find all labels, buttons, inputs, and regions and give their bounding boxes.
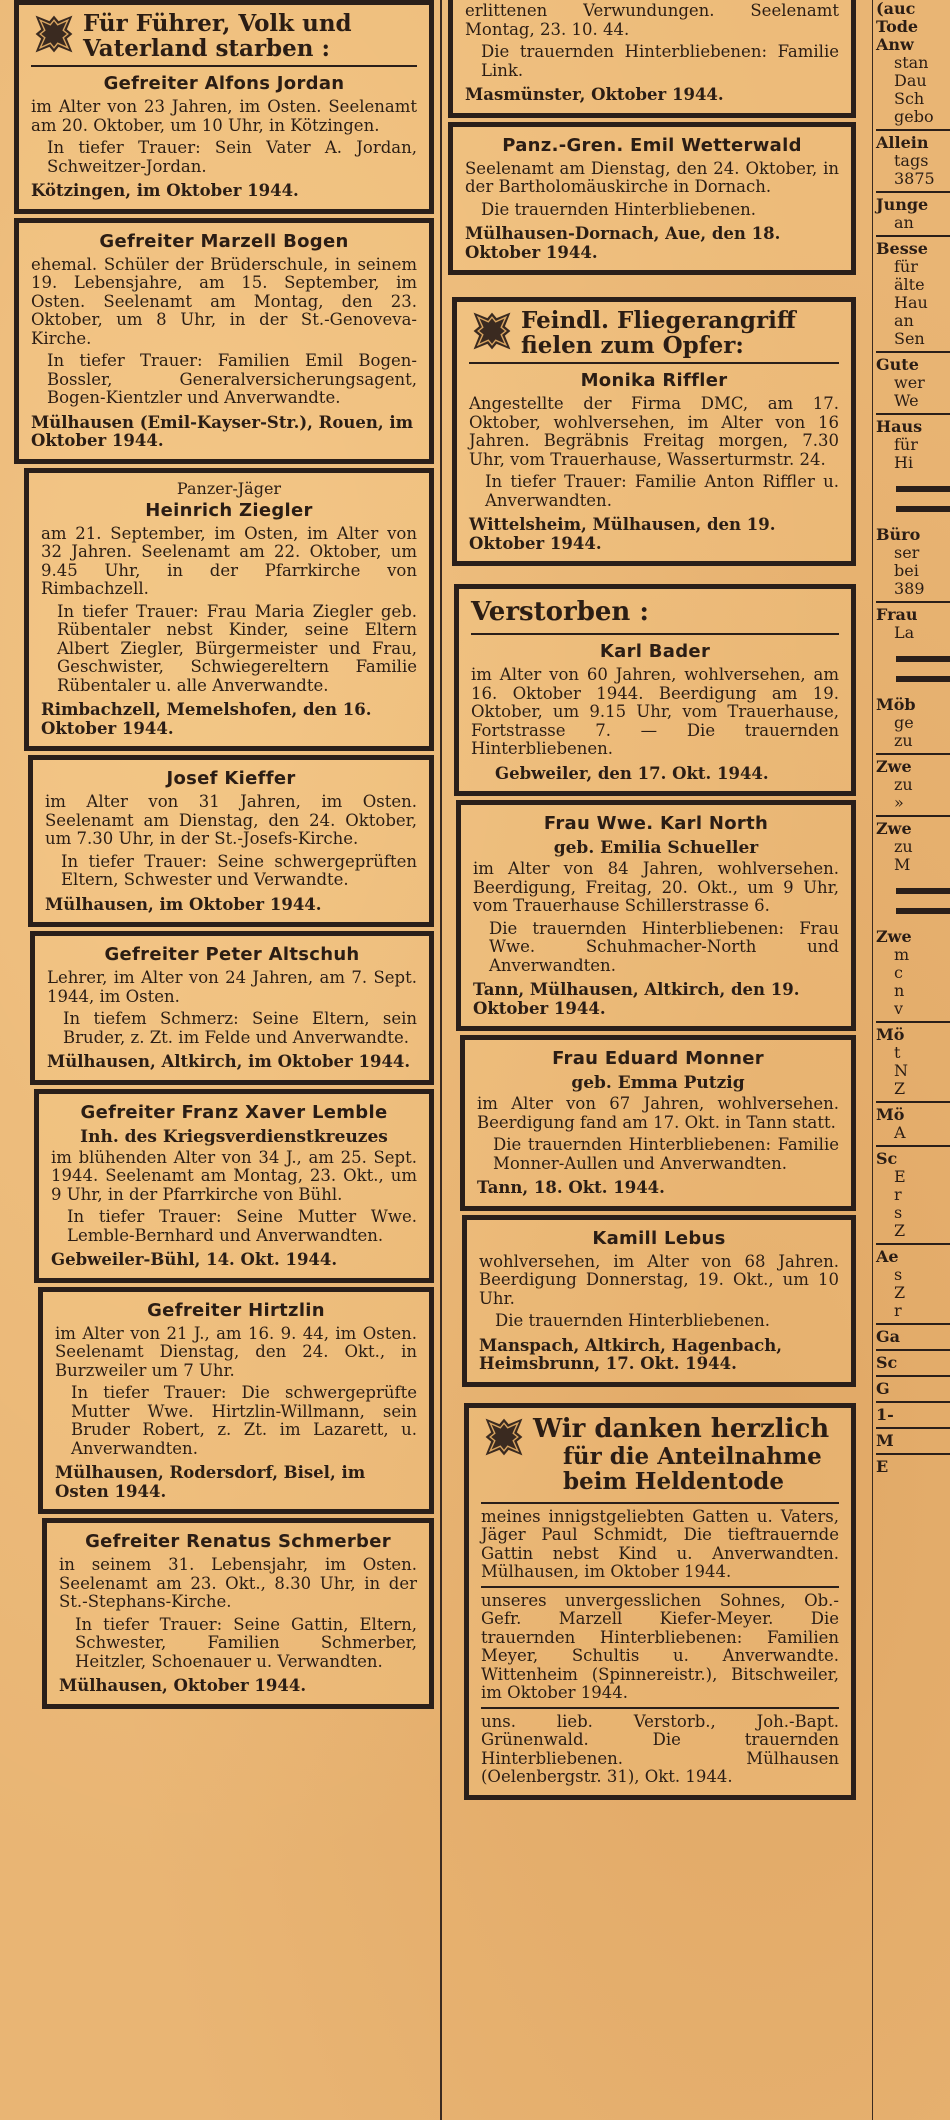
section-header-air-raid: [469, 308, 839, 364]
classified-fragment: m: [894, 945, 910, 964]
classified-fragment: N: [894, 1061, 908, 1080]
notice-subtitle: Inh. des Kriegsverdienstkreuzes: [80, 1126, 388, 1147]
notice-schmerber: [42, 1518, 434, 1709]
classified-fragment: M: [876, 1431, 894, 1450]
classified-fragment: zu: [894, 731, 913, 750]
classified-fragment: A: [894, 1123, 906, 1142]
notice-mourners: In tiefer Trauer: Familien Emil Bogen-Bossler, Generalversicherungsagent, Bogen-Kientzler und Anverwandte.: [47, 351, 417, 407]
notice-body: Angestellte der Firma DMC, am 17. Oktober, wohlversehen, im Alter von 16 Jahren. Begräbnis Freitag morgen, 7.30 Uhr, vom Trauerhause, Wasserturmstr. 24.: [469, 394, 839, 469]
notice-ziegler: [24, 468, 434, 752]
notice-name: Gefreiter Alfons Jordan: [103, 73, 345, 94]
notice-place: Rimbachzell, Memelshofen, den 16. Oktober 1944.: [41, 700, 372, 738]
notice-monner: [460, 1035, 856, 1211]
divider: [876, 1349, 950, 1351]
notice-name: Gefreiter Peter Altschuh: [104, 944, 360, 965]
classified-fragment: M: [894, 855, 911, 874]
thanks-entry: uns. lieb. Verstorb., Joh.-Bapt. Grünenwald. Die trauernden Hinterbliebenen. Mülhausen (Oelenbergstr. 31), Okt. 1944.: [481, 1707, 839, 1787]
notice-place: Gebweiler-Bühl, 14. Okt. 1944.: [51, 1250, 338, 1269]
classified-fragment: wer: [894, 373, 925, 392]
thanks-title: [533, 1414, 829, 1494]
divider: [876, 753, 950, 755]
classified-fragment: E: [894, 1167, 906, 1186]
notice-place: Tann, Mülhausen, Altkirch, den 19. Oktober 1944.: [473, 980, 800, 1018]
classified-fragment: Ga: [876, 1327, 901, 1346]
classified-fragment: E: [876, 1457, 889, 1476]
notice-place: Mülhausen, Oktober 1944.: [59, 1676, 307, 1695]
section-title-deceased: Verstorben :: [471, 595, 839, 635]
column-rule: [440, 0, 442, 2120]
classified-fragment: Sc: [876, 1353, 898, 1372]
notice-mourners: In tiefer Trauer: Seine Mutter Wwe. Lemble-Bernhard und Anverwandten.: [67, 1207, 417, 1245]
section-bar: [896, 506, 950, 512]
section-header-thanks: [481, 1414, 839, 1498]
notice-name: Gefreiter Renatus Schmerber: [85, 1531, 391, 1552]
classified-fragment: für: [894, 435, 918, 454]
classified-fragment: Hau: [894, 293, 928, 312]
classified-fragment: v: [894, 999, 904, 1018]
classified-fragment: ser: [894, 543, 920, 562]
divider: [876, 413, 950, 415]
notice-place: Manspach, Altkirch, Hagenbach, Heimsbrunn, 17. Okt. 1944.: [479, 1335, 782, 1373]
classified-fragment: an: [894, 311, 914, 330]
classified-fragment: Sen: [894, 329, 925, 348]
notice-mourners: In tiefer Trauer: Familie Anton Riffler u. Anverwandten.: [485, 472, 839, 510]
notice-name: Heinrich Ziegler: [145, 499, 313, 521]
divider: [876, 601, 950, 603]
divider: [876, 129, 950, 131]
notice-hirtzlin: [38, 1287, 434, 1515]
classified-fragment: Gute: [876, 355, 919, 374]
notice-group-air-raid: [452, 297, 856, 566]
notice-name: Gefreiter Hirtzlin: [147, 1299, 325, 1321]
notice-place: Mülhausen, Altkirch, im Oktober 1944.: [47, 1052, 411, 1071]
section-bar: [896, 888, 950, 894]
classified-fragments: [862, 0, 950, 1476]
notice-body: im Alter von 31 Jahren, im Osten. Seelenamt am Dienstag, den 24. Oktober, um 7.30 Uhr, in der St.-Josefs-Kirche.: [45, 792, 417, 848]
classified-fragment: Dau: [894, 71, 927, 90]
left-column: [14, 0, 434, 1713]
classified-fragment: G: [876, 1379, 890, 1398]
classified-fragment: Mö: [876, 1105, 905, 1124]
classified-fragment: für: [894, 257, 918, 276]
classified-fragment: älte: [894, 275, 925, 294]
classified-fragment: La: [894, 623, 915, 642]
classified-fragment: »: [894, 793, 904, 812]
classified-fragment: Z: [894, 1079, 906, 1098]
notice-group-deceased: [454, 584, 856, 796]
notice-body: im Alter von 60 Jahren, wohlversehen, am 16. Oktober 1944. Beerdigung am 19. Oktober, um 9.15 Uhr, vom Trauerhause, Fortstrasse 7. — Die trauernden Hinterbliebenen.: [471, 665, 839, 758]
classified-fragment: Zwe: [876, 819, 912, 838]
notice-place: Wittelsheim, Mülhausen, den 19. Oktober 1944.: [469, 515, 776, 553]
notice-group-fallen: [14, 0, 434, 214]
notice-name: Frau Wwe. Karl North: [543, 813, 769, 834]
thanks-title-line1: Wir danken herzlich: [533, 1413, 830, 1444]
classified-fragment: c: [894, 963, 903, 982]
classified-fragment: zu: [894, 775, 913, 794]
notice-body: im Alter von 84 Jahren, wohlversehen. Beerdigung, Freitag, 20. Okt., um 9 Uhr, vom Trauerhause Schillerstrasse 6.: [473, 859, 839, 915]
classified-fragment: Hi: [894, 453, 914, 472]
section-bar: [896, 676, 950, 682]
notice-lebus: [462, 1215, 856, 1387]
classified-fragment: ge: [894, 713, 914, 732]
classified-fragment: Zwe: [876, 927, 912, 946]
notice-name: Gefreiter Franz Xaver Lemble: [80, 1101, 388, 1123]
divider: [876, 1145, 950, 1147]
classified-fragment: Sch: [894, 89, 925, 108]
classified-fragment: 1-: [876, 1405, 894, 1424]
notice-wetterwald: [448, 122, 856, 276]
notice-bogen: [14, 218, 434, 464]
notice-place: Tann, 18. Okt. 1944.: [477, 1178, 665, 1197]
notice-mourners: Die trauernden Hinterbliebenen: Frau Wwe. Schuhmacher-North und Anverwandten.: [489, 918, 839, 975]
notice-mourners: In tiefem Schmerz: Seine Eltern, sein Bruder, z. Zt. im Felde und Anverwandte.: [63, 1009, 417, 1047]
notice-body: im Alter von 67 Jahren, wohlversehen. Beerdigung fand am 17. Okt. in Tann statt.: [477, 1094, 839, 1132]
divider: [876, 1401, 950, 1403]
divider: [876, 1021, 950, 1023]
classified-fragment: n: [894, 981, 905, 1000]
classified-fragment: t: [894, 1043, 901, 1062]
notice-body: erlittenen Verwundungen. Seelenamt Montag, 23. 10. 44.: [465, 1, 839, 39]
notice-body: in seinem 31. Lebensjahr, im Osten. Seelenamt am 23. Okt., 8.30 Uhr, in der St.-Stephans-Kirche.: [59, 1555, 417, 1611]
classified-fragment: an: [894, 213, 914, 232]
iron-cross-icon: [481, 1414, 527, 1460]
notice-altschuh: [30, 931, 434, 1085]
divider: [876, 1323, 950, 1325]
notice-body: im Alter von 23 Jahren, im Osten. Seelenamt am 20. Oktober, um 10 Uhr, in Kötzingen.: [31, 97, 417, 135]
notice-body: Lehrer, im Alter von 24 Jahren, am 7. Sept. 1944, im Osten.: [47, 968, 417, 1006]
classified-fragment: Z: [894, 1283, 906, 1302]
notice-name: Kamill Lebus: [592, 1227, 726, 1249]
notice-body: ehemal. Schüler der Brüderschule, in seinem 19. Lebensjahre, am 15. September, im Osten. Seelenamt am Montag, den 23. Oktober, um 8 Uhr, in der St.-Genoveva-Kirche.: [31, 254, 417, 348]
classified-fragment: We: [894, 391, 919, 410]
notice-name: Panz.-Gren. Emil Wetterwald: [502, 134, 802, 156]
classified-fragment: Frau: [876, 605, 918, 624]
classified-fragment: 389: [894, 579, 925, 598]
classified-fragment: Junge: [876, 195, 929, 214]
notice-mourners: In tiefer Trauer: Frau Maria Ziegler geb. Rübentaler nebst Kinder, seine Eltern Albert Ziegler, Bürgermeister und Frau, Geschwister, Schwiegereltern Familie Rübentaler u. alle Anverwandte.: [57, 601, 417, 695]
classified-fragment: stan: [894, 53, 929, 72]
notice-place: Mülhausen (Emil-Kayser-Str.), Rouen, im Oktober 1944.: [31, 412, 414, 450]
notice-north: [456, 800, 856, 1031]
iron-cross-icon: [469, 308, 515, 354]
classified-fragment: Ae: [876, 1247, 899, 1266]
section-title: Feindl. Fliegerangriff fielen zum Opfer:: [521, 307, 796, 359]
notice-body: Seelenamt am Dienstag, den 24. Oktober, in der Bartholomäuskirche in Dornach.: [465, 158, 839, 196]
classified-fragment: (auc: [876, 0, 916, 18]
classified-fragment: Sc: [876, 1149, 898, 1168]
right-column-classifieds-cropped: [862, 0, 950, 1476]
classified-fragment: zu: [894, 837, 913, 856]
divider: [876, 191, 950, 193]
notice-place: Mülhausen-Dornach, Aue, den 18. Oktober 1944.: [465, 224, 781, 262]
notice-place: Gebweiler, den 17. Okt. 1944.: [495, 763, 769, 783]
notice-name: Karl Bader: [599, 641, 711, 662]
thanks-title-line2: für die Anteilnahme: [563, 1442, 822, 1470]
classified-fragment: Anw: [876, 35, 914, 54]
divider: [876, 235, 950, 237]
divider: [876, 351, 950, 353]
divider: [876, 1427, 950, 1429]
notice-mourners: In tiefer Trauer: Seine Gattin, Eltern, Schwester, Familien Schmerber, Heitzler, Schoenauer u. Verwandten.: [75, 1614, 417, 1671]
notice-kieffer: [28, 755, 434, 927]
divider: [876, 1375, 950, 1377]
notice-name: Monika Riffler: [580, 370, 728, 391]
divider: [876, 1101, 950, 1103]
notice-body: wohlversehen, im Alter von 68 Jahren. Beerdigung Donnerstag, 19. Okt., um 10 Uhr.: [479, 1251, 839, 1308]
notice-lemble: [34, 1089, 434, 1283]
notice-subtitle: geb. Emilia Schueller: [553, 838, 759, 858]
notice-place: Mülhausen, Rodersdorf, Bisel, im Osten 1944.: [55, 1463, 366, 1501]
divider: [876, 1243, 950, 1245]
section-header-fallen: [31, 11, 417, 67]
notice-body: am 21. September, im Osten, im Alter von 32 Jahren. Seelenamt am 22. Oktober, um 9.45 Uhr, in der Pfarrkirche von Rimbachzell.: [41, 523, 417, 598]
classified-fragment: Möb: [876, 695, 916, 714]
notice-name: Gefreiter Marzell Bogen: [99, 230, 349, 252]
section-bar: [896, 656, 950, 662]
classified-fragment: r: [894, 1185, 902, 1204]
notice-mourners: In tiefer Trauer: Sein Vater A. Jordan, Schweitzer-Jordan.: [47, 138, 417, 176]
notice-subtitle: geb. Emma Putzig: [571, 1073, 745, 1093]
classified-fragment: Zwe: [876, 757, 912, 776]
notice-mourners: Die trauernden Hinterbliebenen: Familie Monner-Aullen und Anverwandten.: [493, 1135, 839, 1173]
section-bar: [896, 908, 950, 914]
classified-fragment: bei: [894, 561, 919, 580]
notice-place: Masmünster, Oktober 1944.: [465, 85, 724, 104]
divider: [876, 815, 950, 817]
notice-mourners: Die trauernden Hinterbliebenen.: [495, 1311, 771, 1330]
notice-mourners: Die trauernden Hinterbliebenen.: [481, 199, 757, 219]
thanks-entry: meines innigstgeliebten Gatten u. Vaters, Jäger Paul Schmidt, Die tieftrauernde Gattin nebst Kind u. Anverwandten. Mülhausen, im Oktober 1944.: [481, 1502, 839, 1582]
divider: [876, 1453, 950, 1455]
notice-mourners: In tiefer Trauer: Die schwergeprüfte Mutter Wwe. Hirtzlin-Willmann, sein Bruder Robert, z. Zt. im Lazarett, u. Anverwandten.: [71, 1383, 417, 1458]
section-title: Für Führer, Volk und Vaterland starben :: [83, 10, 352, 62]
notice-jordan: [31, 73, 417, 201]
notice-prefix: Panzer-Jäger: [176, 478, 282, 498]
notice-link-continued: [448, 0, 856, 118]
classified-fragment: tags: [894, 151, 929, 170]
iron-cross-icon: [31, 11, 77, 57]
thanks-entry: unseres unvergesslichen Sohnes, Ob.-Gefr. Marzell Kiefer-Meyer. Die trauernden Hinterbliebenen: Familien Meyer, Schultis u. Anverwandte. Wittenheim (Spinnereistr.), Bitschweiler, im Oktober 1944.: [481, 1586, 839, 1703]
classified-fragment: Tode: [876, 17, 919, 36]
classified-fragment: 3875: [894, 169, 935, 188]
classified-fragment: Büro: [876, 525, 921, 544]
classified-fragment: Haus: [876, 417, 923, 436]
notice-name: Josef Kieffer: [166, 768, 296, 789]
notice-body: im blühenden Alter von 34 J., am 25. Sept. 1944. Seelenamt am Montag, 23. Okt., um 9 Uhr, in der Pfarrkirche von Bühl.: [51, 1147, 417, 1204]
middle-column: [448, 0, 856, 1804]
thanks-title-line3: beim Heldentode: [563, 1467, 785, 1495]
notice-mourners: In tiefer Trauer: Seine schwergeprüften Eltern, Schwester und Verwandte.: [61, 851, 417, 889]
notice-name: Frau Eduard Monner: [552, 1048, 764, 1069]
notice-place: Mülhausen, im Oktober 1944.: [45, 894, 322, 914]
classified-fragment: s: [894, 1265, 903, 1284]
classified-fragment: r: [894, 1301, 902, 1320]
notice-place: Kötzingen, im Oktober 1944.: [31, 181, 299, 200]
notice-body: im Alter von 21 J., am 16. 9. 44, im Osten. Seelenamt Dienstag, den 24. Okt., in Burzweiler um 7 Uhr.: [55, 1323, 417, 1380]
notice-group-thanks: [464, 1403, 856, 1800]
classified-fragment: gebo: [894, 107, 934, 126]
classified-fragment: Z: [894, 1221, 906, 1240]
notice-mourners: Die trauernden Hinterbliebenen: Familie Link.: [481, 42, 839, 80]
classified-fragment: Allein: [876, 133, 929, 152]
classified-fragment: Mö: [876, 1025, 905, 1044]
classified-fragment: Besse: [876, 239, 928, 258]
section-bar: [896, 486, 950, 492]
classified-fragment: s: [894, 1203, 903, 1222]
